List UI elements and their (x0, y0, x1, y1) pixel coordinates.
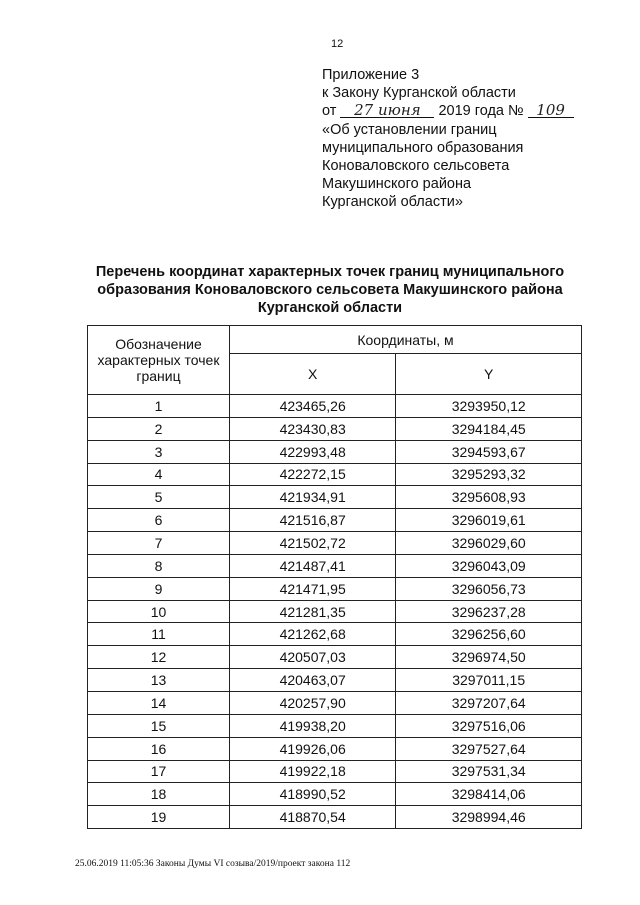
handwritten-law-number: 109 (528, 103, 574, 118)
cell-x: 421934,91 (230, 486, 396, 509)
appendix-law-name-2: муниципального образования (322, 139, 524, 156)
appendix-date-line (322, 102, 574, 120)
cell-point-number: 1 (88, 395, 230, 418)
cell-y: 3296256,60 (396, 623, 582, 646)
header-x: X (230, 354, 396, 395)
cell-point-number: 18 (88, 783, 230, 806)
cell-x: 423465,26 (230, 395, 396, 418)
table-row (88, 760, 582, 783)
table-row (88, 395, 582, 418)
cell-point-number: 15 (88, 714, 230, 737)
cell-point-number: 5 (88, 486, 230, 509)
cell-x: 418870,54 (230, 806, 396, 829)
title-line-2: образования Коноваловского сельсовета Макушинского района (97, 282, 563, 298)
cell-y: 3297516,06 (396, 714, 582, 737)
cell-point-number: 2 (88, 417, 230, 440)
cell-point-number: 7 (88, 532, 230, 555)
table-row (88, 600, 582, 623)
table-row (88, 623, 582, 646)
cell-y: 3296029,60 (396, 532, 582, 555)
cell-point-number: 12 (88, 646, 230, 669)
table-row (88, 646, 582, 669)
cell-x: 422993,48 (230, 440, 396, 463)
cell-y: 3296974,50 (396, 646, 582, 669)
cell-x: 420463,07 (230, 669, 396, 692)
cell-x: 421471,95 (230, 577, 396, 600)
table-row (88, 669, 582, 692)
table-row (88, 783, 582, 806)
table-row (88, 806, 582, 829)
table-row (88, 691, 582, 714)
document-title (70, 263, 590, 317)
cell-point-number: 10 (88, 600, 230, 623)
cell-x: 419922,18 (230, 760, 396, 783)
table-row (88, 463, 582, 486)
cell-point-number: 16 (88, 737, 230, 760)
table-row (88, 737, 582, 760)
cell-point-number: 13 (88, 669, 230, 692)
cell-x: 419926,06 (230, 737, 396, 760)
appendix-law-name-4: Макушинского района (322, 176, 472, 193)
appendix-title: Приложение 3 (322, 67, 420, 83)
table-row (88, 440, 582, 463)
header-y: Y (396, 354, 582, 395)
cell-y: 3294593,67 (396, 440, 582, 463)
table-row (88, 714, 582, 737)
cell-x: 422272,15 (230, 463, 396, 486)
cell-y: 3296237,28 (396, 600, 582, 623)
cell-x: 419938,20 (230, 714, 396, 737)
cell-point-number: 6 (88, 509, 230, 532)
cell-x: 420507,03 (230, 646, 396, 669)
cell-y: 3293950,12 (396, 395, 582, 418)
table-row (88, 554, 582, 577)
cell-point-number: 14 (88, 691, 230, 714)
table-row (88, 532, 582, 555)
table-row (88, 577, 582, 600)
cell-x: 421487,41 (230, 554, 396, 577)
cell-point-number: 11 (88, 623, 230, 646)
cell-point-number: 17 (88, 760, 230, 783)
footer-stamp: 25.06.2019 11:05:36 Законы Думы VI созыва/2019/проект закона 112 (75, 859, 351, 869)
cell-x: 421502,72 (230, 532, 396, 555)
title-line-1: Перечень координат характерных точек границ муниципального (95, 264, 565, 280)
cell-y: 3297527,64 (396, 737, 582, 760)
cell-y: 3295608,93 (396, 486, 582, 509)
cell-point-number: 3 (88, 440, 230, 463)
cell-y: 3296056,73 (396, 577, 582, 600)
table-row (88, 509, 582, 532)
date-suffix: 2019 года № (438, 103, 524, 120)
cell-point-number: 4 (88, 463, 230, 486)
cell-y: 3298994,46 (396, 806, 582, 829)
appendix-block (322, 66, 574, 212)
cell-y: 3297207,64 (396, 691, 582, 714)
cell-y: 3297011,15 (396, 669, 582, 692)
appendix-law-ref: к Закону Курганской области (322, 85, 516, 102)
cell-y: 3297531,34 (396, 760, 582, 783)
cell-x: 420257,90 (230, 691, 396, 714)
cell-y: 3294184,45 (396, 417, 582, 440)
title-line-3: Курганской области (257, 300, 403, 316)
cell-point-number: 8 (88, 554, 230, 577)
cell-y: 3296019,61 (396, 509, 582, 532)
date-prefix: от (322, 103, 337, 120)
appendix-law-name-5: Курганской области» (322, 194, 463, 211)
page-number: 12 (331, 38, 344, 50)
table-row (88, 486, 582, 509)
header-coordinates: Координаты, м (230, 326, 582, 354)
coordinates-table (87, 325, 582, 829)
table-body (88, 395, 582, 829)
cell-x: 421516,87 (230, 509, 396, 532)
appendix-law-name-3: Коноваловского сельсовета (322, 158, 510, 175)
cell-point-number: 9 (88, 577, 230, 600)
cell-y: 3295293,32 (396, 463, 582, 486)
cell-x: 418990,52 (230, 783, 396, 806)
header-point-label: Обозначение характерных точек границ (88, 326, 230, 395)
handwritten-date: 27 июня (340, 103, 434, 118)
cell-x: 421262,68 (230, 623, 396, 646)
cell-x: 423430,83 (230, 417, 396, 440)
table-row (88, 417, 582, 440)
cell-point-number: 19 (88, 806, 230, 829)
cell-x: 421281,35 (230, 600, 396, 623)
cell-y: 3298414,06 (396, 783, 582, 806)
appendix-law-name-1: «Об установлении границ (322, 121, 497, 138)
cell-y: 3296043,09 (396, 554, 582, 577)
